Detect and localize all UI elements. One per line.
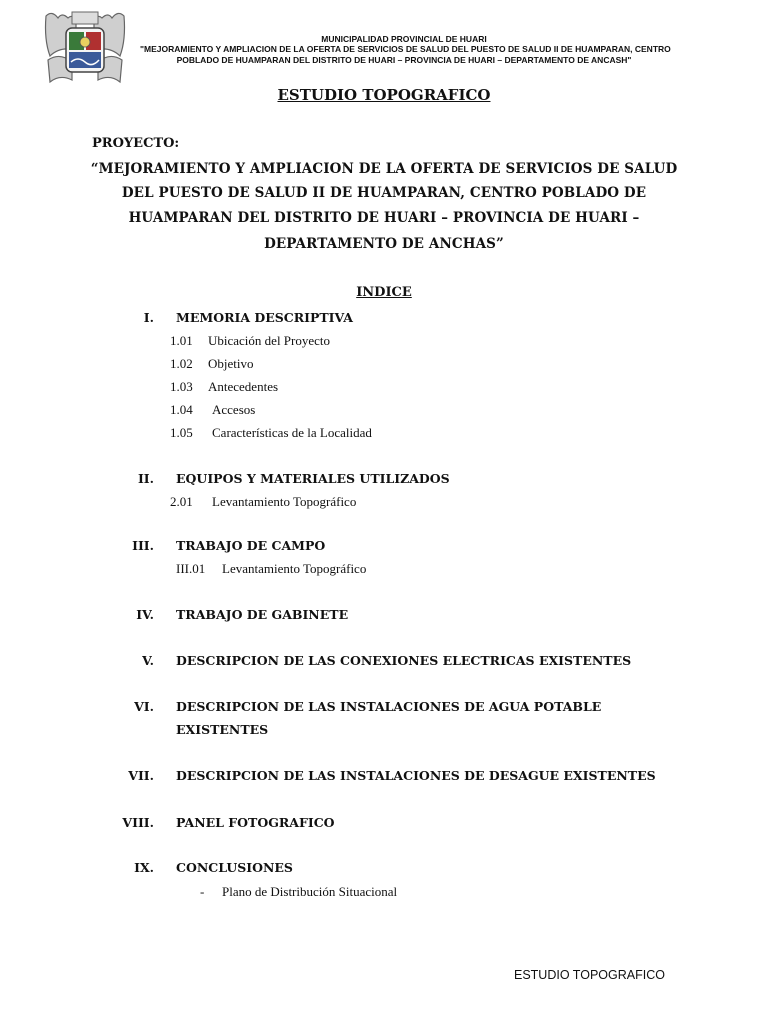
subitem-label: Ubicación del Proyecto <box>208 333 331 348</box>
section-number: II. <box>137 471 154 486</box>
page-footer: ESTUDIO TOPOGRAFICO <box>514 968 665 982</box>
subitem-number: 1.03 <box>170 379 193 394</box>
subitem-bullet: - <box>200 884 205 899</box>
header-project-line-2: POBLADO DE HUAMPARAN DEL DISTRITO DE HUARI – PROVINCIA DE HUARI – DEPARTAMENTO DE ANCASH" <box>176 55 632 65</box>
section-number: V. <box>142 653 154 668</box>
subitem-label: Antecedentes <box>208 379 279 394</box>
section-title: DESCRIPCION DE LAS INSTALACIONES DE DESAGUE EXISTENTES <box>176 768 656 783</box>
section-number: I. <box>143 310 154 325</box>
header-project-line-1: "MEJORAMIENTO Y AMPLIACION DE LA OFERTA DE SERVICIOS DE SALUD DEL PUESTO DE SALUD II DE HUAMPARAN, CENTRO <box>140 44 671 54</box>
section-title: DESCRIPCION DE LAS CONEXIONES ELECTRICAS EXISTENTES <box>176 653 632 668</box>
section-number: VIII. <box>122 815 154 830</box>
section-number: VII. <box>128 768 154 783</box>
index-title: INDICE <box>356 285 412 300</box>
subitem-label: Objetivo <box>208 356 254 371</box>
subitem-label: Plano de Distribución Situacional <box>222 884 398 899</box>
section-title: DESCRIPCION DE LAS INSTALACIONES DE AGUA POTABLE <box>176 699 602 714</box>
project-line-1: “MEJORAMIENTO Y AMPLIACION DE LA OFERTA DE SERVICIOS DE SALUD <box>90 161 678 177</box>
subitem-number: III.01 <box>176 561 206 576</box>
municipal-coat-of-arms-icon <box>42 10 128 86</box>
section-title: PANEL FOTOGRAFICO <box>176 815 335 830</box>
subitem-number: 2.01 <box>170 494 193 509</box>
section-title: TRABAJO DE GABINETE <box>176 607 349 622</box>
subitem-number: 1.05 <box>170 425 193 440</box>
section-title: EQUIPOS Y MATERIALES UTILIZADOS <box>176 471 450 486</box>
section-number: III. <box>132 538 154 553</box>
subitem-label: Características de la Localidad <box>212 425 372 440</box>
subitem-label: Levantamiento Topográfico <box>222 561 367 576</box>
section-title: MEMORIA DESCRIPTIVA <box>176 310 353 325</box>
subitem-number: 1.04 <box>170 402 193 417</box>
section-title: TRABAJO DE CAMPO <box>176 538 326 553</box>
section-number: IX. <box>134 860 154 875</box>
section-title-continued: EXISTENTES <box>176 722 269 737</box>
project-line-3: HUAMPARAN DEL DISTRITO DE HUARI – PROVINCIA DE HUARI – <box>128 210 640 226</box>
project-line-4: DEPARTAMENTO DE ANCHAS” <box>264 236 504 252</box>
project-label: PROYECTO: <box>92 136 180 151</box>
project-line-2: DEL PUESTO DE SALUD II DE HUAMPARAN, CENTRO POBLADO DE <box>121 185 647 201</box>
subitem-label: Accesos <box>212 402 256 417</box>
subitem-label: Levantamiento Topográfico <box>212 494 357 509</box>
header-title: MUNICIPALIDAD PROVINCIAL DE HUARI <box>321 34 487 44</box>
section-title: CONCLUSIONES <box>176 860 293 875</box>
subitem-number: 1.02 <box>170 356 193 371</box>
section-number: IV. <box>136 607 154 622</box>
section-number: VI. <box>134 699 154 714</box>
document-title: ESTUDIO TOPOGRAFICO <box>277 86 491 104</box>
subitem-number: 1.01 <box>170 333 193 348</box>
